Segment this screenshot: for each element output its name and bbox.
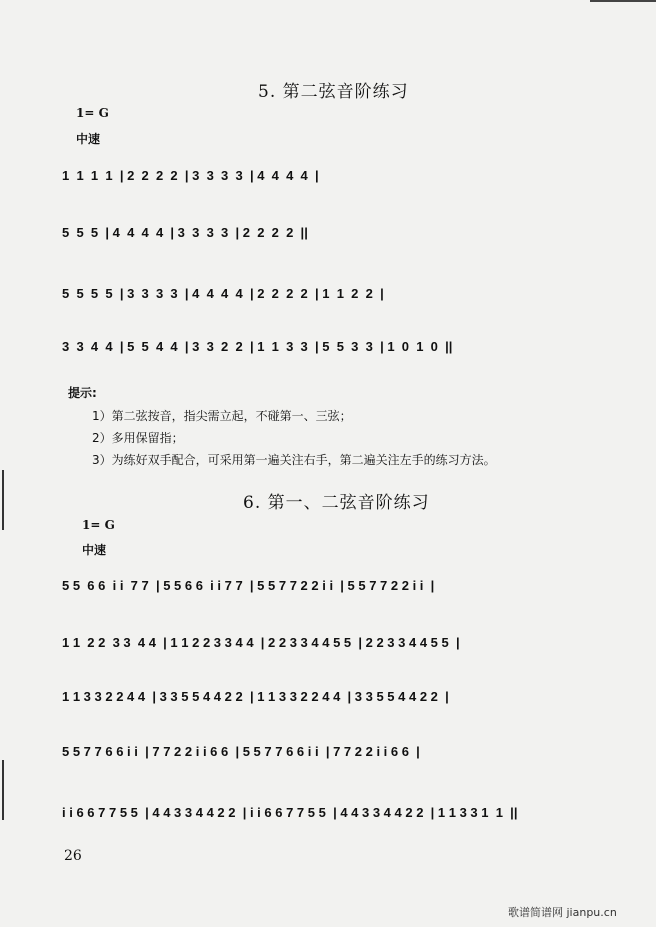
section5-key: 1= G [76,106,109,120]
section6-key: 1= G [82,518,115,532]
score-row-notes: 3 3 4 4 | 5 5 4 4 | 3 3 2 2 | 1 1 3 3 | 5 5 3 3 | 1 0 1 0 || [62,339,453,354]
scan-edge-mark [2,470,4,530]
score-row-notes: 5 5 6 6 i i 7 7 | 5 5 6 6 i i 7 7 | 5 5 7 7 2 2 i i | 5 5 7 7 2 2 i i | [62,578,435,593]
score-row [62,744,612,766]
tips-title: 提示: [68,386,97,400]
section5-title: 5. 第二弦音阶练习 [258,82,409,102]
score-row [62,578,612,600]
score-row [62,805,612,827]
tip-item: 3）为练好双手配合，可采用第一遍关注右手，第二遍关注左手的练习方法。 [92,453,496,467]
scan-edge-mark [2,760,4,820]
score-row [62,635,612,657]
score-row [62,689,612,711]
tip-item: 1）第二弦按音，指尖需立起，不碰第一、三弦； [92,409,352,423]
score-row-notes: 1 1 3 3 2 2 4 4 | 3 3 5 5 4 4 2 2 | 1 1 3 3 2 2 4 4 | 3 3 5 5 4 4 2 2 | [62,689,449,704]
score-row-notes: 5 5 5 | 4 4 4 4 | 3 3 3 3 | 2 2 2 2 || [62,225,308,240]
score-row [62,225,612,247]
section6-title: 6. 第一、二弦音阶练习 [243,493,430,513]
score-row [62,339,612,361]
tip-item: 2）多用保留指； [92,431,184,445]
top-edge-line [590,0,656,2]
score-row-notes: 1 1 1 1 | 2 2 2 2 | 3 3 3 3 | 4 4 4 4 | [62,168,319,183]
score-row-notes: 1 1 2 2 3 3 4 4 | 1 1 2 2 3 3 4 4 | 2 2 3 3 4 4 5 5 | 2 2 3 3 4 4 5 5 | [62,635,460,650]
page-number: 26 [64,848,82,864]
score-row-notes: 5 5 7 7 6 6 i i | 7 7 2 2 i i 6 6 | 5 5 7 7 6 6 i i | 7 7 2 2 i i 6 6 | [62,744,420,759]
watermark: 歌谱简谱网 jianpu.cn [508,906,617,919]
score-row-notes: i i 6 6 7 7 5 5 | 4 4 3 3 4 4 2 2 | i i 6 6 7 7 5 5 | 4 4 3 3 4 4 2 2 | 1 1 3 3 1 1 || [62,805,518,820]
section6-tempo: 中速 [82,543,107,557]
score-row [62,168,612,190]
section5-tempo: 中速 [76,132,101,146]
score-row [62,286,612,308]
score-row-notes: 5 5 5 5 | 3 3 3 3 | 4 4 4 4 | 2 2 2 2 | 1 1 2 2 | [62,286,384,301]
